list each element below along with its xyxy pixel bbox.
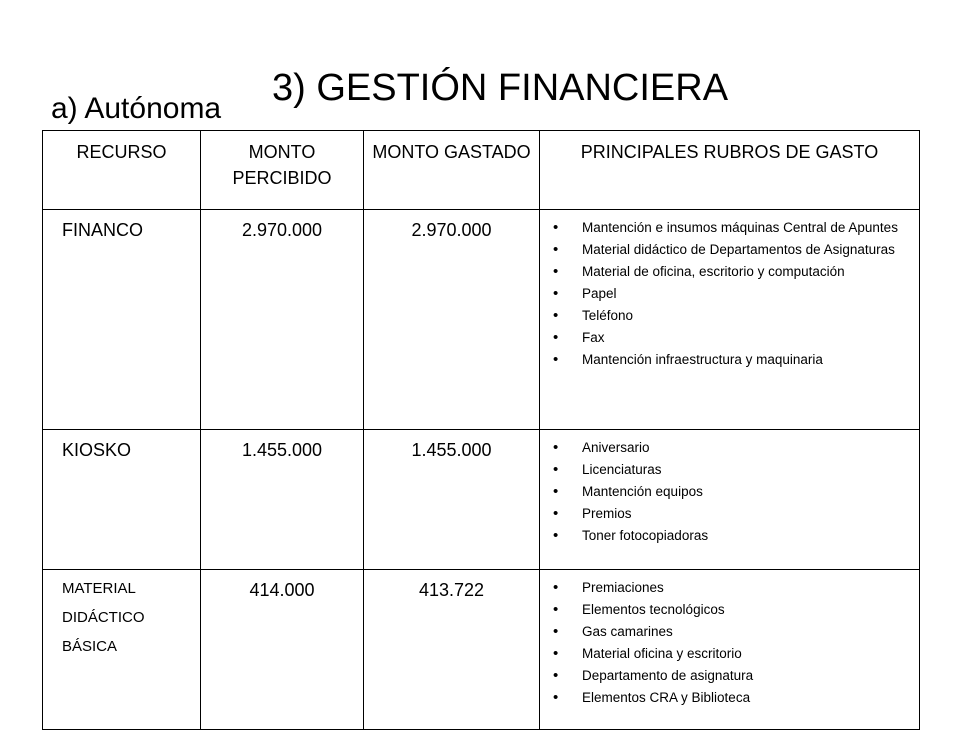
list-item: • Departamento de asignatura bbox=[548, 665, 911, 687]
rubros-list bbox=[548, 577, 911, 709]
cell-monto-gastado: 2.970.000 bbox=[364, 210, 540, 430]
list-item: • Material oficina y escritorio bbox=[548, 643, 911, 665]
rubros-list bbox=[548, 437, 911, 547]
header-row bbox=[43, 131, 920, 210]
header-monto-gastado: MONTO GASTADO bbox=[364, 131, 540, 210]
list-item: • Licenciaturas bbox=[548, 459, 911, 481]
slide-subtitle: a) Autónoma bbox=[51, 92, 222, 125]
header-recurso: RECURSO bbox=[43, 131, 201, 210]
table-row bbox=[43, 570, 920, 730]
list-item: • Papel bbox=[548, 283, 911, 305]
cell-monto-percibido: 414.000 bbox=[201, 570, 364, 730]
cell-monto-gastado: 1.455.000 bbox=[364, 430, 540, 570]
header-rubros: PRINCIPALES RUBROS DE GASTO bbox=[540, 131, 920, 210]
cell-rubros bbox=[540, 430, 920, 570]
cell-recurso: MATERIAL DIDÁCTICO BÁSICA bbox=[43, 570, 201, 730]
list-item: • Premios bbox=[548, 503, 911, 525]
cell-monto-percibido: 1.455.000 bbox=[201, 430, 364, 570]
list-item: • Teléfono bbox=[548, 305, 911, 327]
list-item: • Elementos CRA y Biblioteca bbox=[548, 687, 911, 709]
slide-title: 3) GESTIÓN FINANCIERA bbox=[272, 67, 729, 109]
cell-recurso: KIOSKO bbox=[43, 430, 201, 570]
rubros-list bbox=[548, 217, 911, 371]
cell-recurso: FINANCO bbox=[43, 210, 201, 430]
list-item: • Premiaciones bbox=[548, 577, 911, 599]
cell-monto-percibido: 2.970.000 bbox=[201, 210, 364, 430]
table-row bbox=[43, 430, 920, 570]
list-item: • Elementos tecnológicos bbox=[548, 599, 911, 621]
list-item: • Mantención infraestructura y maquinaria bbox=[548, 349, 911, 371]
table-row bbox=[43, 210, 920, 430]
list-item: • Aniversario bbox=[548, 437, 911, 459]
list-item: • Material de oficina, escritorio y computación bbox=[548, 261, 911, 283]
list-item: • Material didáctico de Departamentos de Asignaturas bbox=[548, 239, 911, 261]
cell-monto-gastado: 413.722 bbox=[364, 570, 540, 730]
list-item: • Mantención e insumos máquinas Central de Apuntes bbox=[548, 217, 911, 239]
list-item: • Toner fotocopiadoras bbox=[548, 525, 911, 547]
header-monto-percibido: MONTO PERCIBIDO bbox=[201, 131, 364, 210]
list-item: • Gas camarines bbox=[548, 621, 911, 643]
cell-rubros bbox=[540, 570, 920, 730]
list-item: • Mantención equipos bbox=[548, 481, 911, 503]
financial-table bbox=[42, 130, 920, 730]
cell-rubros bbox=[540, 210, 920, 430]
list-item: • Fax bbox=[548, 327, 911, 349]
